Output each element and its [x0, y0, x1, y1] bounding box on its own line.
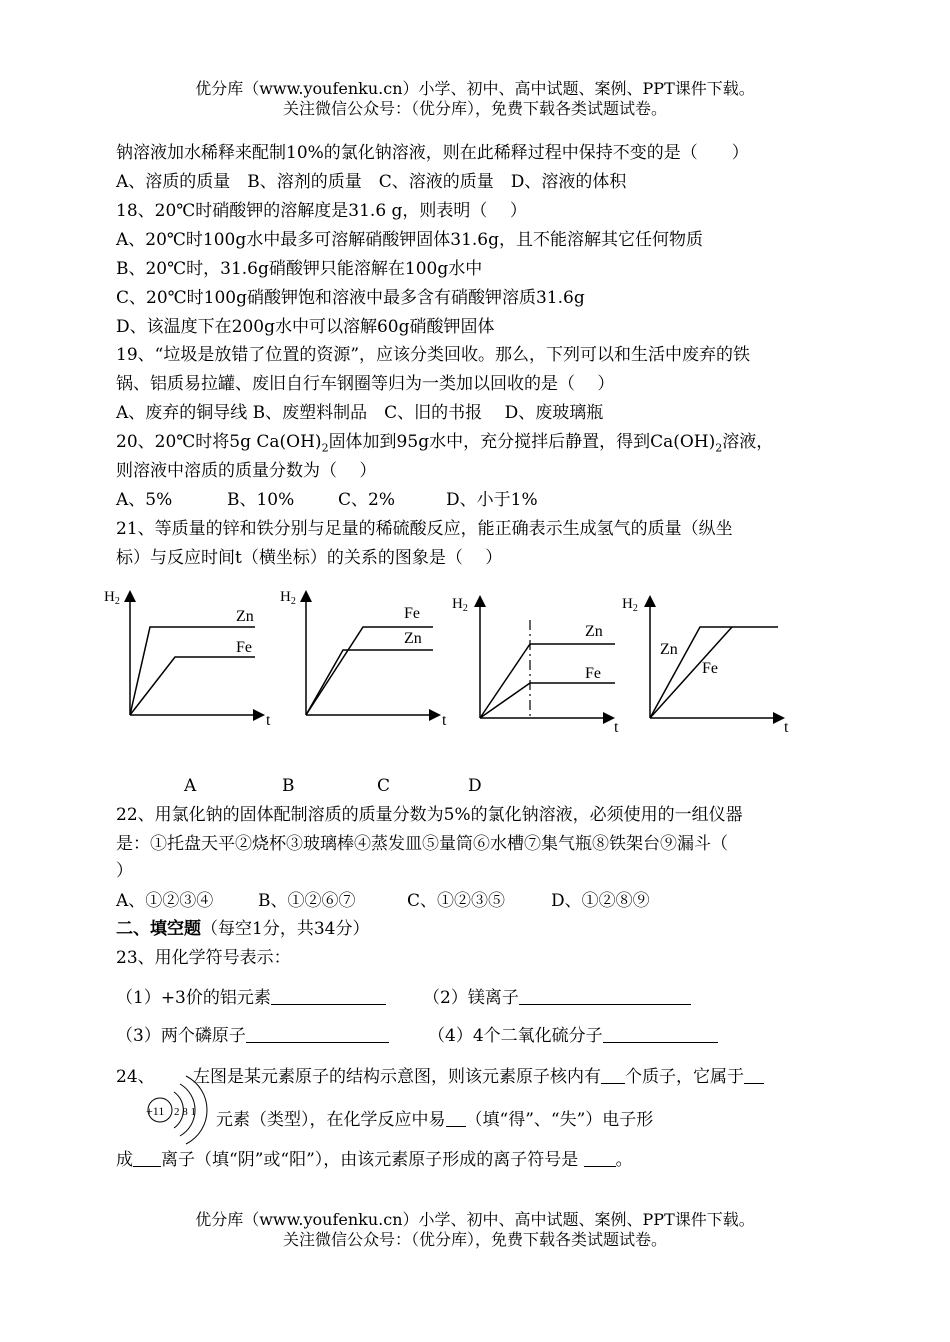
blank-ion-symbol[interactable] — [584, 1150, 616, 1167]
fe-label: Fe — [236, 639, 252, 656]
q23-part-2: （2）镁离子 — [423, 987, 691, 1009]
q19-stem-1: 19、“垃圾是放错了位置的资源”，应该分类回收。那么，下列可以和生活中废弃的铁 — [116, 345, 751, 365]
zn-line — [306, 650, 433, 715]
axis-y-label: $H_2$ — [622, 596, 638, 614]
q19-options: A、废弃的铜导线 B、废塑料制品 C、旧的书报 D、废玻璃瓶 — [116, 403, 604, 423]
graph-caption-b: B — [282, 776, 295, 796]
q23-part-1: （1）+3价的铝元素 — [116, 987, 386, 1009]
header-line-1: 优分库（www.youfenku.cn）小学、初中、高中试题、案例、PPT课件下载。 — [195, 79, 755, 98]
axis-x-label: t — [266, 712, 271, 729]
q22-stem-3: ） — [116, 861, 133, 881]
graph-a — [100, 585, 290, 735]
axis-x-label: t — [614, 719, 619, 736]
q20-option-a: A、5% — [116, 490, 173, 510]
graph-caption-d: D — [468, 776, 482, 796]
axis-y-label: $H_2$ — [452, 596, 468, 614]
q17-options: A、溶质的质量 B、溶剂的质量 C、溶液的质量 D、溶液的体积 — [116, 172, 627, 192]
fe-label: Fe — [585, 665, 601, 682]
graph-c — [450, 590, 640, 740]
q19-stem-2: 锅、铝质易拉罐、废旧自行车钢圈等归为一类加以回收的是（ ） — [116, 374, 615, 394]
fe-line — [130, 657, 255, 715]
section-2-title: 二、填空题（每空1分，共34分） — [116, 919, 370, 939]
axis-x-label: t — [442, 712, 447, 729]
nucleus-charge: +11 — [146, 1104, 165, 1118]
q18-option-a: A、20℃时100g水中最多可溶解硝酸钾固体31.6g，且不能溶解其它任何物质 — [116, 230, 703, 250]
blank-2[interactable] — [519, 988, 691, 1005]
footer-line-2: 关注微信公众号：（优分库），免费下载各类试题试卷。 — [282, 1230, 667, 1249]
q23-part-4: （4）4个二氧化硫分子 — [428, 1025, 718, 1047]
q18-option-b: B、20℃时，31.6g硝酸钾只能溶解在100g水中 — [116, 259, 483, 279]
q17-stem: 钠溶液加水稀释来配制10%的氯化钠溶液，则在此稀释过程中保持不变的是（ ） — [116, 143, 749, 163]
q20-option-c: C、2% — [338, 490, 395, 510]
electron-shells: 2 8 1 — [174, 1106, 196, 1118]
q22-stem-2: 是：①托盘天平②烧杯③玻璃棒④蒸发皿⑤量筒⑥水槽⑦集气瓶⑧铁架台⑨漏斗（ — [116, 834, 728, 854]
q20-option-b: B、10% — [227, 490, 295, 510]
q22-stem-1: 22、用氯化钠的固体配制溶质的质量分数为5%的氯化钠溶液，必须使用的一组仪器 — [116, 805, 743, 825]
q24-line-3: 成 离子（填“阴”或“阳”），由该元素原子形成的离子符号是 。 — [116, 1150, 633, 1170]
blank-3[interactable] — [246, 1026, 389, 1043]
blank-gain-lose[interactable] — [446, 1110, 466, 1127]
q20-option-d: D、小于1% — [446, 490, 538, 510]
blank-4[interactable] — [603, 1026, 718, 1043]
graph-b — [278, 585, 468, 735]
blank-ion-kind[interactable] — [133, 1150, 161, 1167]
q24-line-1: 左图是某元素原子的结构示意图，则该元素原子核内有 个质子，它属于 — [193, 1066, 764, 1088]
fe-label: Fe — [702, 660, 718, 677]
axis-x-label: t — [784, 719, 789, 736]
q24-number: 24、 — [116, 1067, 155, 1087]
q22-option-c: C、①②③⑤ — [407, 891, 506, 911]
q24-line-2: 元素（类型），在化学反应中易 （填“得”、“失”）电子形 — [216, 1110, 654, 1130]
blank-protons[interactable] — [601, 1067, 625, 1084]
q21-stem-1: 21、等质量的锌和铁分别与足量的稀硫酸反应，能正确表示生成氢气的质量（纵坐 — [116, 519, 733, 539]
blank-type[interactable] — [744, 1067, 764, 1084]
blank-1[interactable] — [271, 988, 386, 1005]
graph-caption-a: A — [184, 776, 197, 796]
q18-option-d: D、该温度下在200g水中可以溶解60g硝酸钾固体 — [116, 317, 495, 337]
q22-option-a: A、①②③④ — [116, 891, 214, 911]
axis-y-label: $H_2$ — [280, 589, 296, 607]
zn-label: Zn — [404, 630, 422, 647]
q20-stem-1: 20、20℃时将5g $Ca(OH)_2$固体加到95g水中，充分搅拌后静置，得到$Ca(OH)_2$溶液， — [116, 432, 774, 455]
q20-stem-2: 则溶液中溶质的质量分数为（ ） — [116, 461, 377, 481]
q22-option-b: B、①②⑥⑦ — [258, 891, 356, 911]
q18-option-c: C、20℃时100g硝酸钾饱和溶液中最多含有硝酸钾溶质31.6g — [116, 288, 585, 308]
q23-part-3: （3）两个磷原子 — [116, 1025, 389, 1047]
graph-d — [620, 590, 810, 740]
axis-y-label: $H_2$ — [104, 589, 120, 607]
header-line-2: 关注微信公众号：（优分库），免费下载各类试题试卷。 — [282, 99, 667, 118]
q23-stem: 23、用化学符号表示： — [116, 948, 291, 968]
zn-label: Zn — [585, 623, 603, 640]
zn-label: Zn — [660, 641, 678, 658]
q18-stem: 18、20℃时硝酸钾的溶解度是31.6 g，则表明（ ） — [116, 201, 527, 221]
q21-stem-2: 标）与反应时间t（横坐标）的关系的图象是（ ） — [116, 548, 503, 568]
fe-label: Fe — [404, 605, 420, 622]
footer-line-1: 优分库（www.youfenku.cn）小学、初中、高中试题、案例、PPT课件下载。 — [195, 1210, 755, 1229]
zn-label: Zn — [236, 608, 254, 625]
graph-caption-c: C — [377, 776, 391, 796]
q22-option-d: D、①②⑧⑨ — [551, 891, 650, 911]
